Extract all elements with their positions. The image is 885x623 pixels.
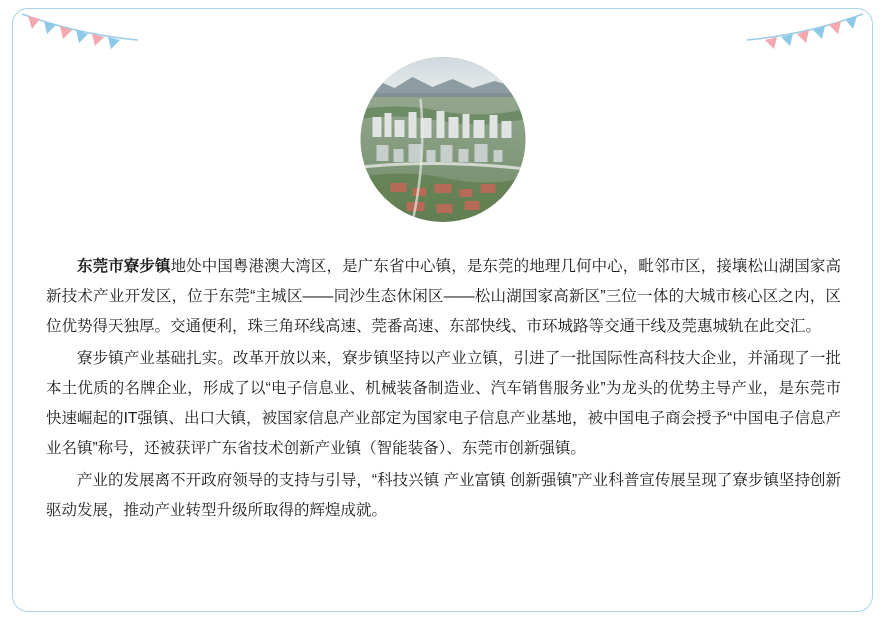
circular-photo [360, 57, 525, 222]
paragraph-1 [46, 252, 841, 342]
article-lead: 东莞市寮步镇 [77, 258, 171, 275]
paragraph-3: 产业的发展离不开政府领导的支持与引导，“科技兴镇 产业富镇 创新强镇”产业科普宣传展呈现了寮步镇坚持创新驱动发展，推动产业转型升级所取得的辉煌成就。 [46, 472, 841, 519]
paragraph-2: 寮步镇产业基础扎实。改革开放以来，寮步镇坚持以产业立镇，引进了一批国际性高科技大企业，并涌现了一批本土优质的名牌企业，形成了以“电子信息业、机械装备制造业、汽车销售服务业”为龙头的优势主导产业，是东莞市快速崛起的IT强镇、出口大镇，被国家信息产业部定为国家电子信息产业基地，被中国电子商会授予“中国电子信息产业名镇”称号，还被获评广东省技术创新产业镇（智能装备）、东莞市创新强镇。 [46, 350, 841, 457]
article-body [46, 252, 841, 528]
paragraph-1-text: 地处中国粤港澳大湾区，是广东省中心镇，是东莞的地理几何中心，毗邻市区，接壤松山湖国家高新技术产业开发区，位于东莞“主城区——同沙生态休闲区——松山湖国家高新区”三位一体的大城市核心区之内，区位优势得天独厚。交通便利，珠三角环线高速、莞番高速、东部快线、市环城路等交通干线及莞惠城轨在此交汇。 [46, 258, 841, 335]
